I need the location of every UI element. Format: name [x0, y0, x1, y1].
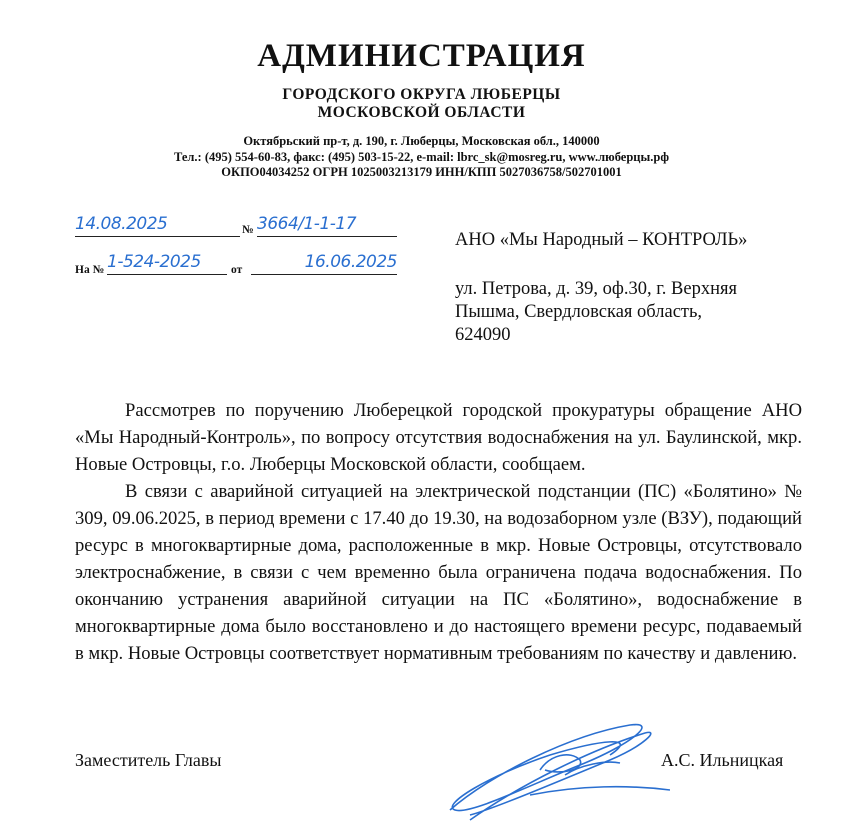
org-subtitle-2: МОСКОВСКОЙ ОБЛАСТИ — [317, 104, 526, 121]
recipient-name: АНО «Мы Народный – КОНТРОЛЬ» — [455, 230, 748, 250]
reply-date: 16.06.2025 — [251, 252, 397, 275]
org-codes: ОКПО04034252 ОГРН 1025003213179 ИНН/КПП 5027036758/502701001 — [221, 165, 622, 179]
recipient-address-1: ул. Петрова, д. 39, оф.30, г. Верхняя — [455, 279, 737, 299]
number-label: № — [242, 224, 254, 236]
letter-body — [75, 397, 802, 667]
outgoing-date: 14.08.2025 — [75, 214, 240, 237]
reply-number: 1-524-2025 — [107, 252, 227, 275]
paragraph-1: Рассмотрев по поручению Люберецкой городской прокуратуры обращение АНО «Мы Народный-Контроль», по вопросу отсутствия водоснабжения на ул. Баулинской, мкр. Новые Островцы, г.о. Люберцы Московской области, сообщаем. — [75, 400, 802, 475]
recipient-address-3: 624090 — [455, 325, 511, 345]
signature-image — [430, 715, 670, 825]
org-title: АДМИНИСТРАЦИЯ — [257, 38, 586, 74]
org-address: Октябрьский пр-т, д. 190, г. Люберцы, Московская обл., 140000 — [243, 134, 600, 148]
signer-name: А.С. Ильницкая — [661, 750, 784, 770]
outgoing-number: 3664/1-1-17 — [257, 214, 397, 237]
paragraph-2: В связи с аварийной ситуацией на электрической подстанции (ПС) «Болятино» № 309, 09.06.2025, в период времени с 17.40 до 19.30, на водозаборном узле (ВЗУ), подающий ресурс в многоквартирные дома, расположенные в мкр. Новые Островцы, отсутствовало электроснабжение, в связи с чем временно была ограничена подача водоснабжения. По окончанию устранения аварийной ситуации на ПС «Болятино», водоснабжение в многоквартирные дома было восстановлено и до настоящего времени ресурс, подаваемый в мкр. Новые Островцы соответствует нормативным требованиям по качеству и давлению. — [75, 481, 802, 664]
signer-position: Заместитель Главы — [75, 750, 222, 770]
reply-label: На № — [75, 264, 105, 276]
registration-block — [75, 214, 400, 274]
from-label: от — [231, 264, 243, 276]
org-contacts: Тел.: (495) 554-60-83, факс: (495) 503-15-22, e-mail: lbrc_sk@mosreg.ru, www.люберцы.рф — [174, 150, 669, 164]
org-subtitle-1: ГОРОДСКОГО ОКРУГА ЛЮБЕРЦЫ — [282, 86, 561, 103]
recipient-address-2: Пышма, Свердловская область, — [455, 302, 703, 322]
